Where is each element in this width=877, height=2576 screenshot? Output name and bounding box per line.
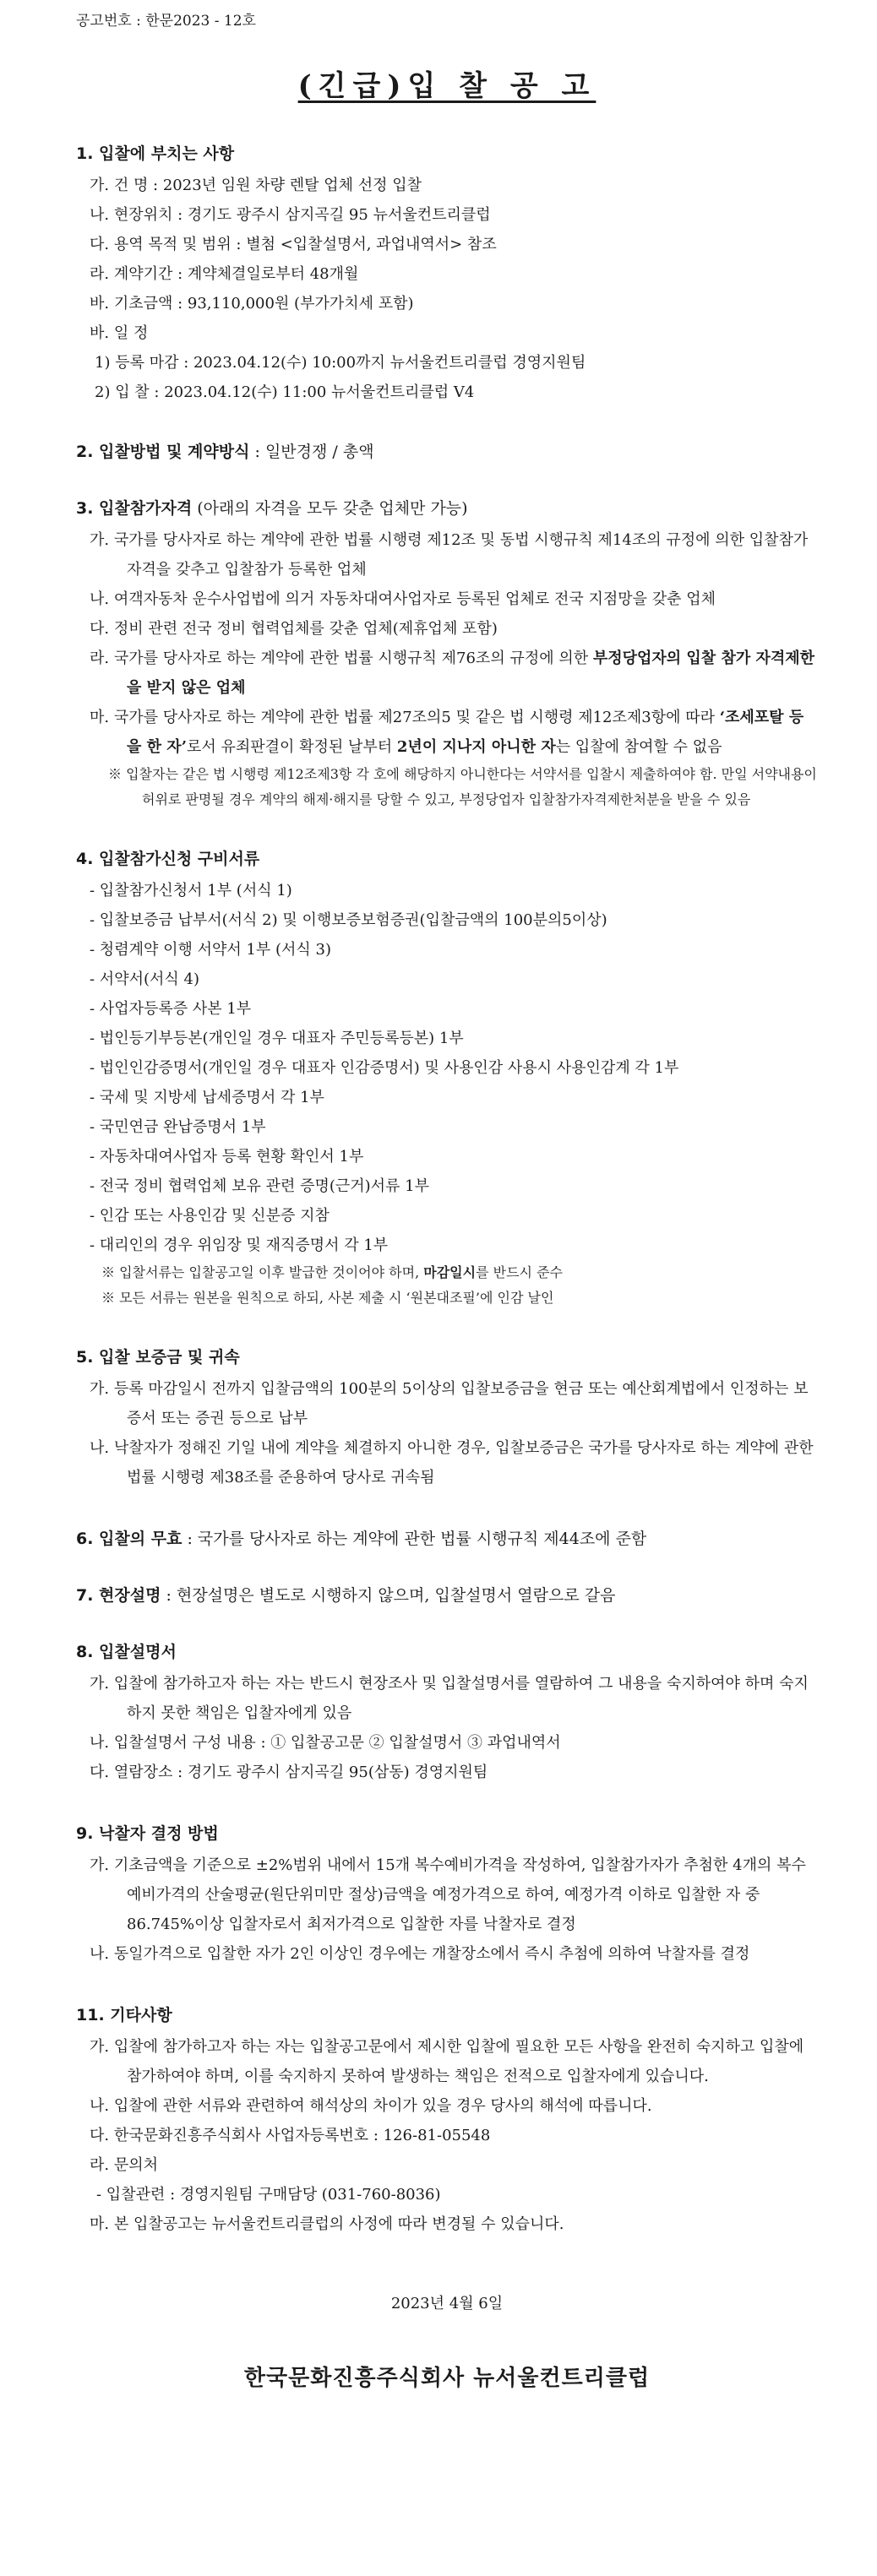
s5-item: 나. 낙찰자가 정해진 기일 내에 계약을 체결하지 아니한 경우, 입찰보증금은 국가를 당사자로 하는 계약에 관한 법률 시행령 제38조를 준용하여 당사로 귀속됨 xyxy=(90,1439,814,1486)
section-3-title xyxy=(76,496,818,519)
s4-doc-item: - 국세 및 지방세 납세증명서 각 1부 xyxy=(90,1089,324,1106)
section-2-text: : 일반경쟁 / 총액 xyxy=(249,443,374,461)
s3-item: 나. 여객자동차 운수사업법에 의거 자동차대여사업자로 등록된 업체로 전국 지점망을 갖춘 업체 xyxy=(90,590,716,608)
s4-note-1 xyxy=(76,1260,818,1285)
section-8-title: 8. 입찰설명서 xyxy=(76,1643,177,1661)
s4-doc-item: - 입찰참가신청서 1부 (서식 1) xyxy=(90,882,292,899)
s9-item: 가. 기초금액을 기준으로 ±2%범위 내에서 15개 복수예비가격을 작성하여, 입찰참가자가 추첨한 4개의 복수예비가격의 산술평균(원단위미만 절상)금액을 예정가격으로 하여, 예정가격 이하로 입찰한 자 중 86.745%이상 입찰자로서 최저가격으로 입찰한 자를 낙찰자로 결정 xyxy=(90,1856,806,1933)
section-6-title xyxy=(76,1526,818,1549)
s1-item: 바. 기초금액 : 93,110,000원 (부가가치세 포함) xyxy=(90,295,414,312)
section-8 xyxy=(76,1639,818,1787)
s3-ra-text: 라. 국가를 당사자로 하는 계약에 관한 법률 시행규칙 제76조의 규정에 의한 xyxy=(90,649,593,667)
s3-item: 가. 국가를 당사자로 하는 계약에 관한 법률 시행령 제12조 및 동법 시행규칙 제14조의 규정에 의한 입찰참가자격을 갖추고 입찰참가 등록한 업체 xyxy=(90,531,809,579)
s3-ma-mid: 로서 유죄판결이 확정된 날부터 xyxy=(186,738,397,756)
section-2 xyxy=(76,439,818,462)
section-6-text: : 국가를 당사자로 하는 계약에 관한 법률 시행규칙 제44조에 준함 xyxy=(182,1530,647,1548)
section-4 xyxy=(76,846,818,1311)
section-7-text: : 현장설명은 별도로 시행하지 않으며, 입찰설명서 열람으로 갈음 xyxy=(161,1586,616,1605)
s4-doc-item: - 자동차대여사업자 등록 현황 확인서 1부 xyxy=(90,1148,364,1166)
s3-ma-text: 마. 국가를 당사자로 하는 계약에 관한 법률 제27조의5 및 같은 법 시행령 제12조제3항에 따라 xyxy=(90,709,720,726)
s9-item: 나. 동일가격으로 입찰한 자가 2인 이상인 경우에는 개찰장소에서 즉시 추첨에 의하여 낙찰자를 결정 xyxy=(90,1945,750,1963)
s4-doc-item: - 국민연금 완납증명서 1부 xyxy=(90,1118,266,1136)
section-1-title: 1. 입찰에 부치는 사항 xyxy=(76,144,235,163)
s11-item: 나. 입찰에 관한 서류와 관련하여 해석상의 차이가 있을 경우 당사의 해석에 따릅니다. xyxy=(90,2097,652,2115)
section-11-title: 11. 기타사항 xyxy=(76,2006,172,2024)
section-7-title xyxy=(76,1583,818,1606)
s4-doc-item: - 법인등기부등본(개인일 경우 대표자 주민등록등본) 1부 xyxy=(90,1030,464,1047)
page-title: (긴급)입 찰 공 고 xyxy=(297,69,596,103)
s4-doc-item: - 서약서(서식 4) xyxy=(90,970,199,988)
s4-doc-item: - 인감 또는 사용인감 및 신분증 지참 xyxy=(90,1207,330,1225)
section-9 xyxy=(76,1821,818,1969)
s1-item: 다. 용역 목적 및 범위 : 별첨 <입찰설명서, 과업내역서> 참조 xyxy=(90,236,497,253)
s4-doc-item: - 전국 정비 협력업체 보유 관련 증명(근거)서류 1부 xyxy=(90,1177,430,1195)
s11-item: 라. 문의처 xyxy=(90,2156,158,2174)
section-1 xyxy=(76,141,818,407)
notice-number: 공고번호 : 한문2023 - 12호 xyxy=(76,13,256,30)
s11-item: 다. 한국문화진흥주식회사 사업자등록번호 : 126-81-05548 xyxy=(90,2127,491,2144)
s3-ma-post: 는 입찰에 참여할 수 없음 xyxy=(555,738,722,756)
s4-doc-item: - 대리인의 경우 위임장 및 재직증명서 각 1부 xyxy=(90,1236,389,1254)
s4-doc-item: - 사업자등록증 사본 1부 xyxy=(90,1000,252,1018)
s8-item: 다. 열람장소 : 경기도 광주시 삼지곡길 95(삼동) 경영지원팀 xyxy=(90,1764,488,1781)
s3-item-ra xyxy=(76,644,818,703)
section-6-heading: 6. 입찰의 무효 xyxy=(76,1530,182,1548)
company-name: 한국문화진흥주식회사 뉴서울컨트리클럽 xyxy=(243,2366,651,2391)
s11-item: 가. 입찰에 참가하고자 하는 자는 입찰공고문에서 제시한 입찰에 필요한 모든 사항을 완전히 숙지하고 입찰에 참가하여야 하며, 이를 숙지하지 못하여 발생하는 책임은 전적으로 입찰자에게 있습니다. xyxy=(90,2038,804,2085)
s1-schedule-item: 2) 입 찰 : 2023.04.12(수) 11:00 뉴서울컨트리클럽 V4 xyxy=(95,383,475,401)
section-11 xyxy=(76,2003,818,2239)
section-3-title-note: (아래의 자격을 모두 갖춘 업체만 가능) xyxy=(192,499,468,518)
s1-item: 라. 계약기간 : 계약체결일로부터 48개월 xyxy=(90,265,359,283)
section-3 xyxy=(76,496,818,812)
section-5-title: 5. 입찰 보증금 및 귀속 xyxy=(76,1348,240,1367)
s1-item: 나. 현장위치 : 경기도 광주시 삼지곡길 95 뉴서울컨트리클럽 xyxy=(90,206,491,224)
s3-note: ※ 입찰자는 같은 법 시행령 제12조제3항 각 호에 해당하지 아니한다는 서약서를 입찰시 제출하여야 함. 만일 서약내용이 허위로 판명될 경우 계약의 해제·해지를 당할 수 있고, 부정당업자 입찰참가자격제한처분을 받을 수 있음 xyxy=(108,766,817,807)
s11-item-last: 마. 본 입찰공고는 뉴서울컨트리클럽의 사정에 따라 변경될 수 있습니다. xyxy=(90,2215,564,2233)
s1-schedule-item: 1) 등록 마감 : 2023.04.12(수) 10:00까지 뉴서울컨트리클럽 경영지원팀 xyxy=(95,354,586,372)
section-2-heading: 2. 입찰방법 및 계약방식 xyxy=(76,443,250,461)
notice-date: 2023년 4월 6일 xyxy=(390,2295,504,2312)
section-7-heading: 7. 현장설명 xyxy=(76,1586,161,1605)
s4-doc-item: - 입찰보증금 납부서(서식 2) 및 이행보증보험증권(입찰금액의 100분의5이상) xyxy=(90,911,607,929)
s3-ra-bold: 부정당업자의 입찰 참가 자격제한을 받지 않은 업체 xyxy=(127,649,815,697)
section-4-title: 4. 입찰참가신청 구비서류 xyxy=(76,850,260,868)
section-5 xyxy=(76,1345,818,1492)
s4-note-1-text: ※ 입찰서류는 입찰공고일 이후 발급한 것이어야 하며, xyxy=(101,1264,424,1280)
section-6 xyxy=(76,1526,818,1549)
s1-item: 바. 일 정 xyxy=(90,324,149,342)
section-2-title xyxy=(76,439,818,462)
s5-item: 가. 등록 마감일시 전까지 입찰금액의 100분의 5이상의 입찰보증금을 현금 또는 예산회계법에서 인정하는 보증서 또는 증권 등으로 납부 xyxy=(90,1380,809,1427)
s1-item: 가. 건 명 : 2023년 임원 차량 렌탈 업체 선정 입찰 xyxy=(90,177,422,194)
section-9-title: 9. 낙찰자 결정 방법 xyxy=(76,1824,219,1843)
s3-item: 다. 정비 관련 전국 정비 협력업체를 갖춘 업체(제휴업체 포함) xyxy=(90,620,498,638)
s4-note-1-post: 를 반드시 준수 xyxy=(476,1264,564,1280)
s11-contact: - 입찰관련 : 경영지원팀 구매담당 (031-760-8036) xyxy=(96,2186,441,2204)
s4-note-2: ※ 모든 서류는 원본을 원칙으로 하되, 사본 제출 시 ‘원본대조필’에 인감 날인 xyxy=(101,1290,554,1306)
s4-doc-item: - 법인인감증명서(개인일 경우 대표자 인감증명서) 및 사용인감 사용시 사용인감계 각 1부 xyxy=(90,1059,679,1077)
s8-item: 가. 입찰에 참가하고자 하는 자는 반드시 현장조사 및 입찰설명서를 열람하여 그 내용을 숙지하여야 하며 숙지하지 못한 책임은 입찰자에게 있음 xyxy=(90,1675,809,1722)
s3-ma-bold-1: ‘조세포탈 등을 한 자’ xyxy=(127,709,804,756)
s3-ma-bold-2: 2년이 지나지 아니한 자 xyxy=(396,738,556,756)
section-3-heading: 3. 입찰참가자격 xyxy=(76,499,193,518)
s3-item-ma xyxy=(76,703,818,762)
s4-note-1-bold: 마감일시 xyxy=(423,1264,477,1280)
s8-item: 나. 입찰설명서 구성 내용 : ① 입찰공고문 ② 입찰설명서 ③ 과업내역서 xyxy=(90,1734,561,1752)
section-7 xyxy=(76,1583,818,1606)
s4-doc-item: - 청렴계약 이행 서약서 1부 (서식 3) xyxy=(90,941,332,959)
